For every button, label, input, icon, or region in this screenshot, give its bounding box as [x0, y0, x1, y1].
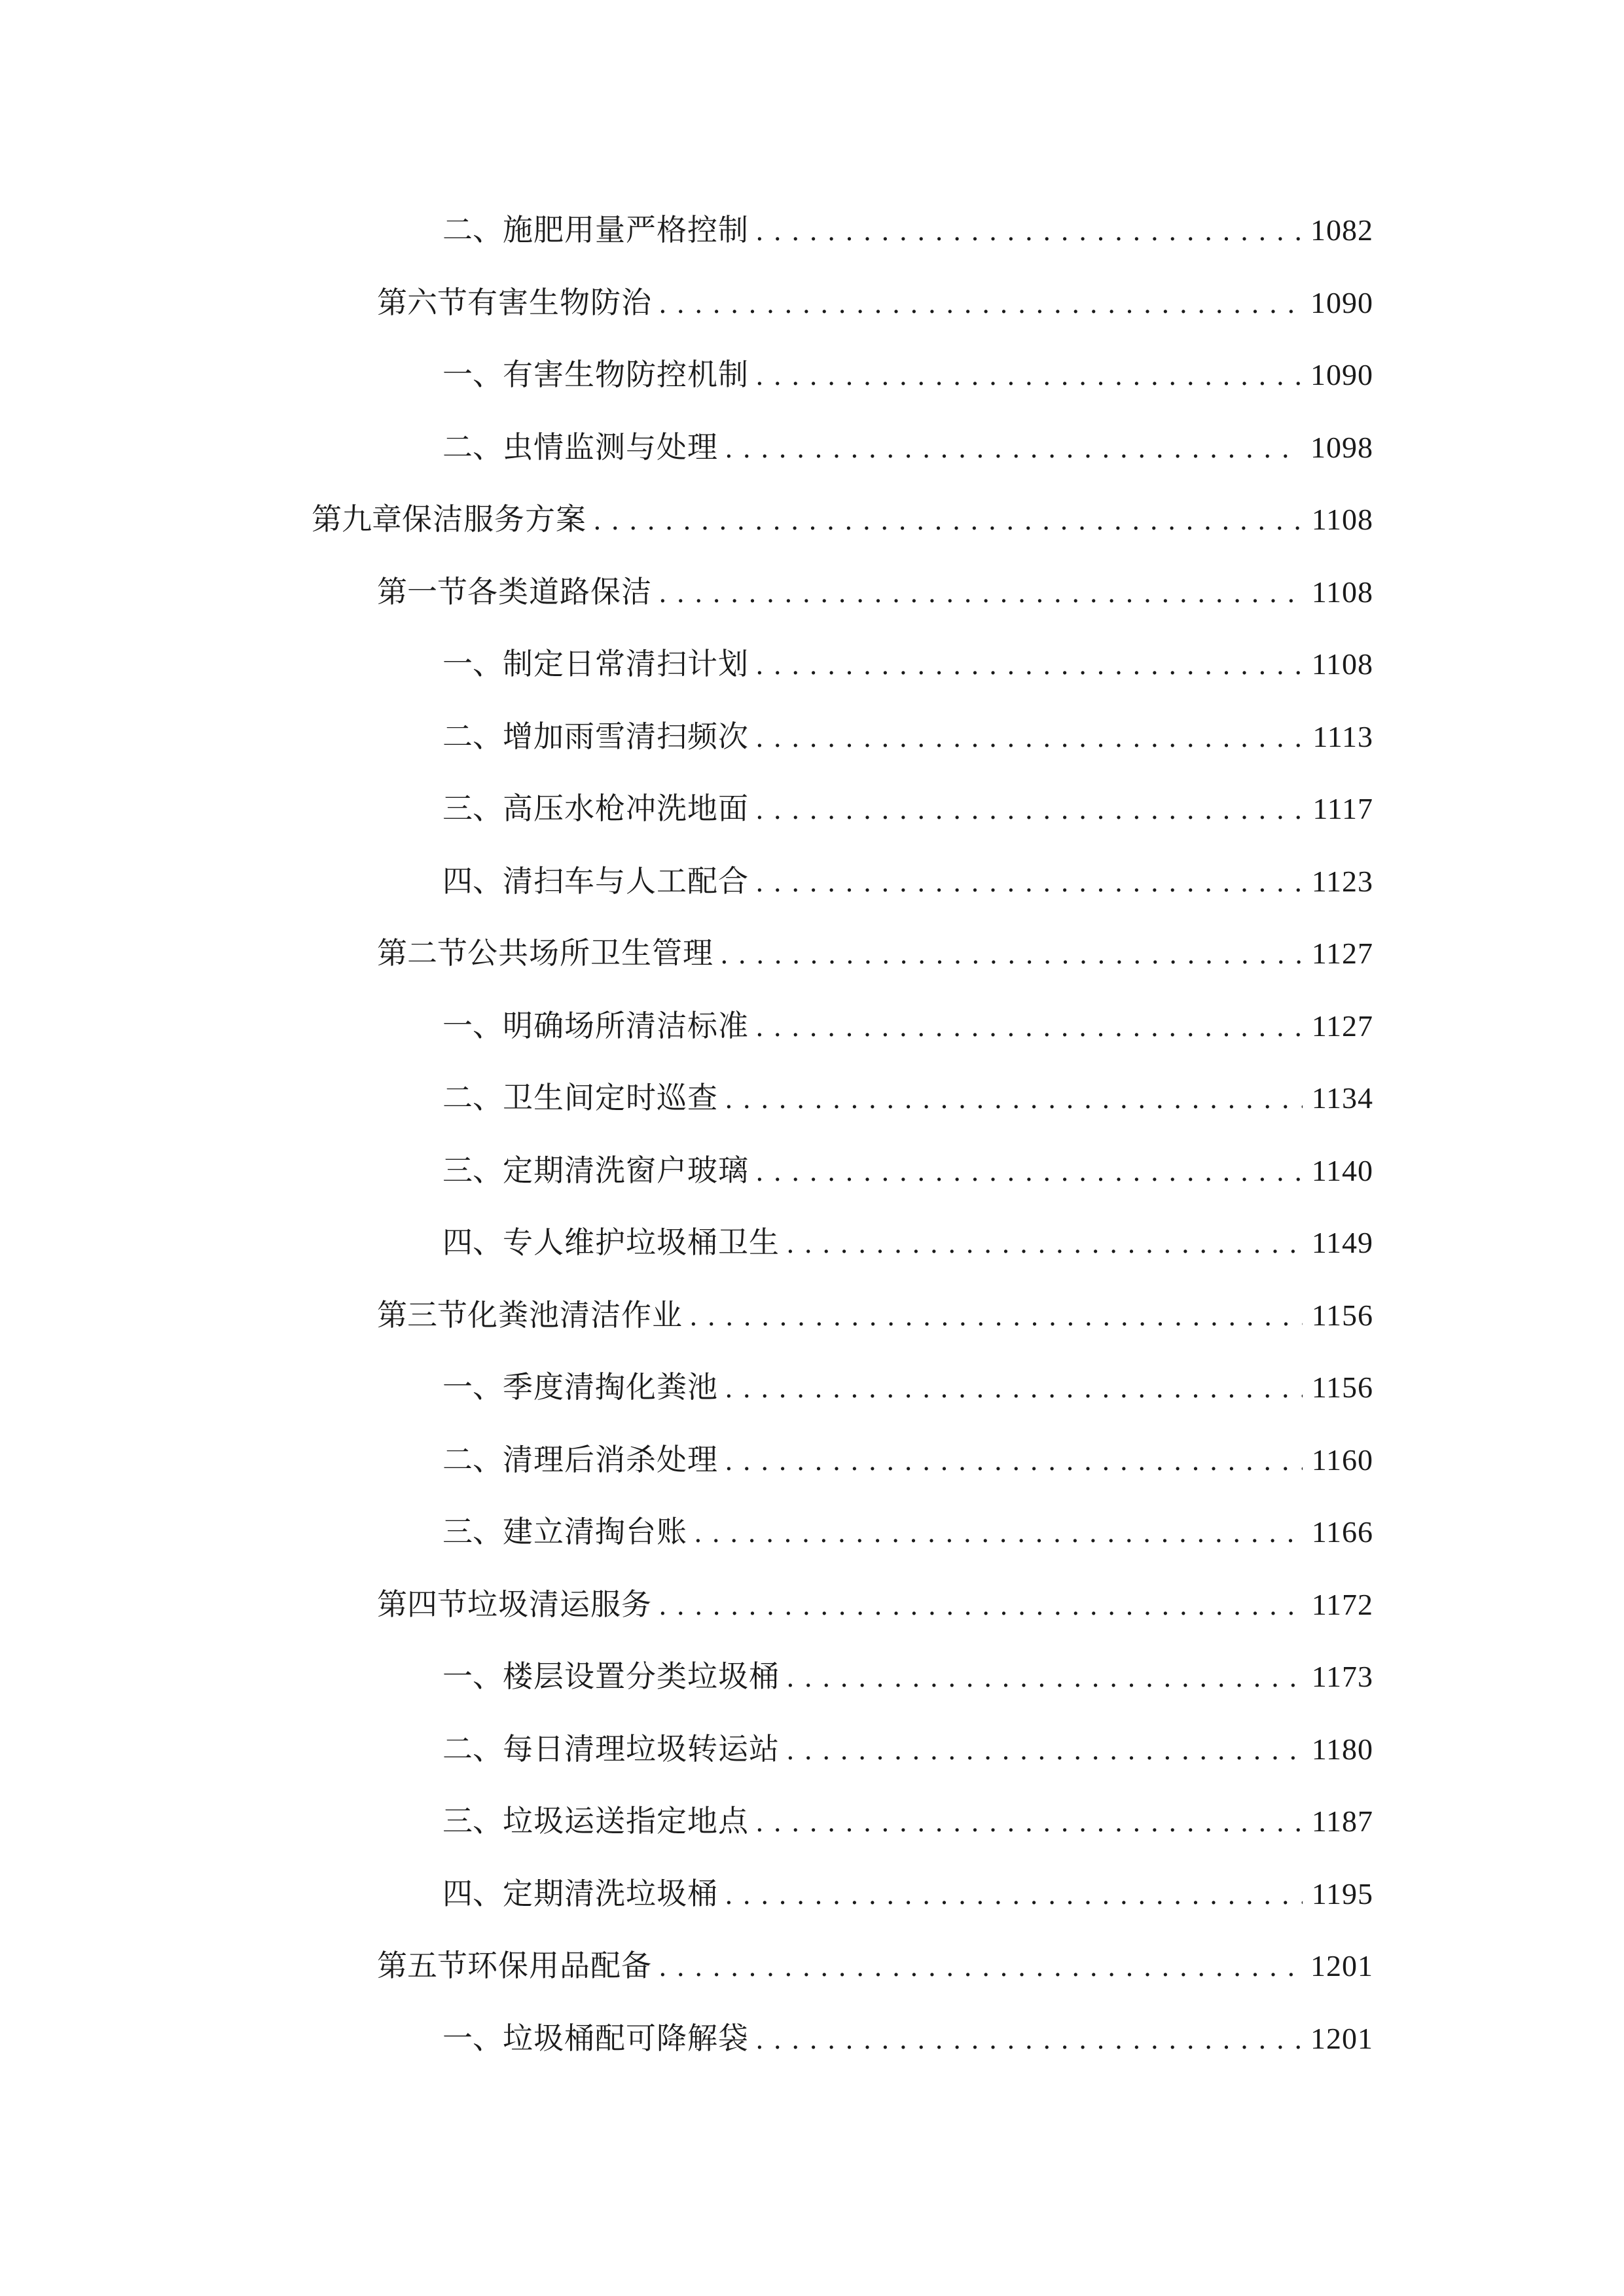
toc-entry-title: 定期清洗窗户玻璃: [503, 1152, 749, 1188]
toc-entry-number: 一、: [442, 646, 503, 681]
toc-dot-leader: [755, 992, 1303, 1064]
toc-page-number: 1166: [1311, 1515, 1373, 1549]
toc-page-number: 1156: [1311, 1298, 1373, 1332]
toc-entry-number: 第二节: [377, 935, 467, 971]
toc-entry[interactable]: [0, 1857, 1373, 1930]
toc-entry-number: 三、: [442, 1803, 503, 1839]
toc-dot-leader: [659, 558, 1303, 630]
toc-dot-leader: [755, 847, 1303, 920]
toc-entry[interactable]: [0, 556, 1373, 628]
toc-entry-title: 清扫车与人工配合: [503, 863, 749, 899]
toc-page-number: 1156: [1311, 1371, 1373, 1404]
toc-entry-number: 第一节: [377, 573, 467, 609]
toc-entry-title: 垃圾桶配可降解袋: [503, 2020, 749, 2056]
toc-entry[interactable]: [0, 917, 1373, 990]
toc-dot-leader: [725, 1859, 1303, 1932]
toc-entry-number: 四、: [442, 863, 503, 899]
toc-dot-leader: [786, 1715, 1303, 1787]
toc-page-number: 1187: [1311, 1804, 1373, 1838]
toc-dot-leader: [659, 1931, 1301, 2004]
toc-entry-title: 各类道路保洁: [467, 573, 652, 609]
toc-dot-leader: [786, 1208, 1303, 1281]
toc-entry-title: 清理后消杀处理: [503, 1441, 718, 1477]
toc-entry-number: 三、: [442, 791, 503, 826]
toc-dot-leader: [725, 1426, 1303, 1498]
toc-entry-number: 三、: [442, 1152, 503, 1188]
toc-entry-title: 增加雨雪清扫频次: [503, 718, 749, 754]
toc-dot-leader: [755, 630, 1303, 702]
toc-entry-number: 一、: [442, 1369, 503, 1405]
toc-entry-number: 二、: [442, 1441, 503, 1477]
toc-entry-title: 垃圾清运服务: [467, 1586, 652, 1622]
toc-entry-number: 二、: [442, 212, 503, 247]
toc-entry[interactable]: [0, 990, 1373, 1062]
toc-entry[interactable]: [0, 266, 1373, 339]
toc-entry[interactable]: [0, 700, 1373, 773]
toc-page-number: 1090: [1310, 358, 1373, 391]
toc-entry[interactable]: [0, 1279, 1373, 1352]
toc-entry-number: 四、: [442, 1875, 503, 1911]
toc-page-number: 1134: [1311, 1081, 1373, 1115]
toc-dot-leader: [755, 340, 1301, 413]
toc-entry-number: 二、: [442, 1080, 503, 1115]
toc-entry[interactable]: [0, 628, 1373, 700]
toc-page-number: 1172: [1311, 1587, 1373, 1621]
toc-dot-leader: [755, 196, 1301, 268]
toc-dot-leader: [694, 1498, 1303, 1570]
toc-dot-leader: [755, 1136, 1303, 1209]
toc-page-number: 1108: [1311, 575, 1373, 609]
toc-entry[interactable]: [0, 1351, 1373, 1424]
toc-entry[interactable]: [0, 483, 1373, 556]
toc-page-number: 1127: [1311, 937, 1373, 970]
toc-page-number: 1098: [1310, 430, 1373, 464]
toc-entry[interactable]: [0, 1929, 1373, 2002]
toc-entry-number: 三、: [442, 1514, 503, 1549]
toc-entry-title: 楼层设置分类垃圾桶: [503, 1659, 780, 1694]
toc-entry-number: 四、: [442, 1225, 503, 1260]
toc-entry-title: 制定日常清扫计划: [503, 646, 749, 681]
toc-entry[interactable]: [0, 2002, 1373, 2075]
toc-entry[interactable]: [0, 1062, 1373, 1134]
toc-dot-leader: [755, 1787, 1303, 1859]
toc-page-number: 1108: [1311, 647, 1373, 681]
toc-entry-title: 公共场所卫生管理: [467, 935, 713, 971]
toc-entry[interactable]: [0, 772, 1373, 845]
toc-entry-number: 第三节: [377, 1297, 467, 1333]
toc-entry[interactable]: [0, 338, 1373, 411]
toc-entry-title: 每日清理垃圾转运站: [503, 1731, 780, 1767]
toc-entry-title: 有害生物防治: [467, 284, 652, 320]
toc-page-number: 1082: [1310, 213, 1373, 247]
toc-page-number: 1090: [1310, 285, 1373, 319]
toc-dot-leader: [786, 1642, 1303, 1715]
toc-entry[interactable]: [0, 1713, 1373, 1785]
toc-entry-title: 建立清掏台账: [503, 1514, 687, 1549]
toc-entry[interactable]: [0, 1568, 1373, 1641]
toc-page-number: 1113: [1312, 719, 1373, 753]
toc-dot-leader: [720, 919, 1303, 992]
toc-page-number: 1140: [1311, 1153, 1373, 1187]
toc-entry-title: 化粪池清洁作业: [467, 1297, 683, 1333]
toc-entry-title: 施肥用量严格控制: [503, 212, 749, 247]
toc-dot-leader: [725, 1353, 1303, 1426]
toc-entry-number: 一、: [442, 1659, 503, 1694]
toc-entry[interactable]: [0, 1640, 1373, 1713]
toc-dot-leader: [755, 2004, 1301, 2077]
toc-dot-leader: [689, 1281, 1303, 1354]
toc-entry-number: 二、: [442, 718, 503, 754]
toc-dot-leader: [755, 774, 1303, 847]
toc-page-number: 1180: [1311, 1732, 1373, 1766]
toc-dot-leader: [659, 1570, 1303, 1643]
toc-page-number: 1195: [1311, 1876, 1373, 1910]
toc-page-number: 1173: [1311, 1660, 1373, 1693]
toc-dot-leader: [725, 1064, 1303, 1136]
toc-dot-leader: [755, 702, 1303, 775]
toc-dot-leader: [659, 268, 1301, 341]
toc-entry-title: 季度清掏化粪池: [503, 1369, 718, 1405]
toc-entry-title: 垃圾运送指定地点: [503, 1803, 749, 1839]
toc-entry-title: 有害生物防控机制: [503, 357, 749, 392]
toc-page-number: 1201: [1310, 2021, 1373, 2055]
toc-entry-title: 环保用品配备: [467, 1948, 652, 1983]
toc-page-number: 1160: [1311, 1443, 1373, 1477]
toc-entry[interactable]: [0, 1134, 1373, 1207]
toc-entry-title: 卫生间定时巡查: [503, 1080, 718, 1115]
toc-entry-number: 一、: [442, 2020, 503, 2056]
toc-entry-title: 明确场所清洁标准: [503, 1007, 749, 1043]
toc-entry-number: 一、: [442, 1007, 503, 1043]
toc-page-number: 1123: [1311, 864, 1373, 898]
toc-entry-title: 高压水枪冲洗地面: [503, 791, 749, 826]
toc-page-number: 1149: [1311, 1226, 1373, 1259]
toc-entry[interactable]: [0, 845, 1373, 918]
toc-entry[interactable]: [0, 1424, 1373, 1496]
toc-entry-number: 二、: [442, 1731, 503, 1767]
toc-entry-title: 保洁服务方案: [402, 501, 586, 537]
toc-page-number: 1201: [1310, 1949, 1373, 1982]
toc-dot-leader: [725, 413, 1301, 486]
toc-entry-number: 第九章: [312, 501, 402, 537]
toc-entry-title: 虫情监测与处理: [503, 429, 718, 465]
toc-entry[interactable]: [0, 1496, 1373, 1568]
toc-entry-title: 定期清洗垃圾桶: [503, 1875, 718, 1911]
toc-entry[interactable]: [0, 1785, 1373, 1857]
toc-page-number: 1108: [1311, 503, 1373, 536]
toc-entry-number: 一、: [442, 357, 503, 392]
toc-dot-leader: [593, 485, 1303, 558]
toc-page-number: 1127: [1311, 1009, 1373, 1043]
toc-entry-number: 第六节: [377, 284, 467, 320]
toc-entry[interactable]: [0, 411, 1373, 484]
toc-entry-number: 第五节: [377, 1948, 467, 1983]
toc-entry-number: 第四节: [377, 1586, 467, 1622]
toc-page-number: 1117: [1312, 792, 1373, 825]
toc-entry-title: 专人维护垃圾桶卫生: [503, 1225, 780, 1260]
toc-entry-number: 二、: [442, 429, 503, 465]
toc-entry[interactable]: [0, 194, 1373, 266]
table-of-contents: [0, 194, 1624, 2074]
toc-entry[interactable]: [0, 1206, 1373, 1279]
